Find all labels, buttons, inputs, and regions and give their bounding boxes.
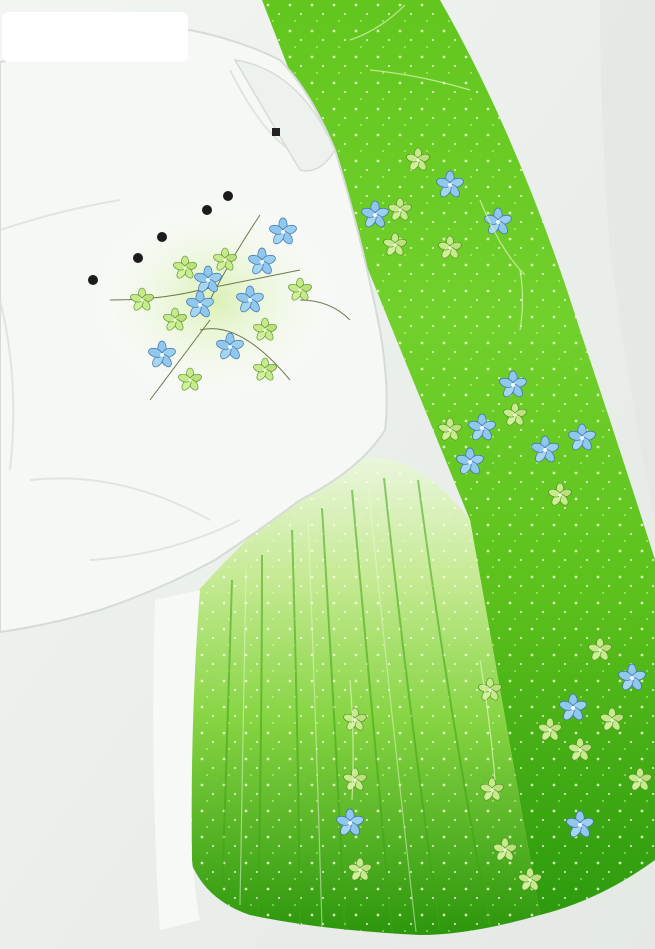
redaction-box [2,12,188,62]
blouse-button [202,205,212,215]
blouse-button [272,128,280,136]
blouse-button [133,253,143,263]
blouse-button [88,275,98,285]
blouse-button [223,191,233,201]
blouse-button [157,232,167,242]
